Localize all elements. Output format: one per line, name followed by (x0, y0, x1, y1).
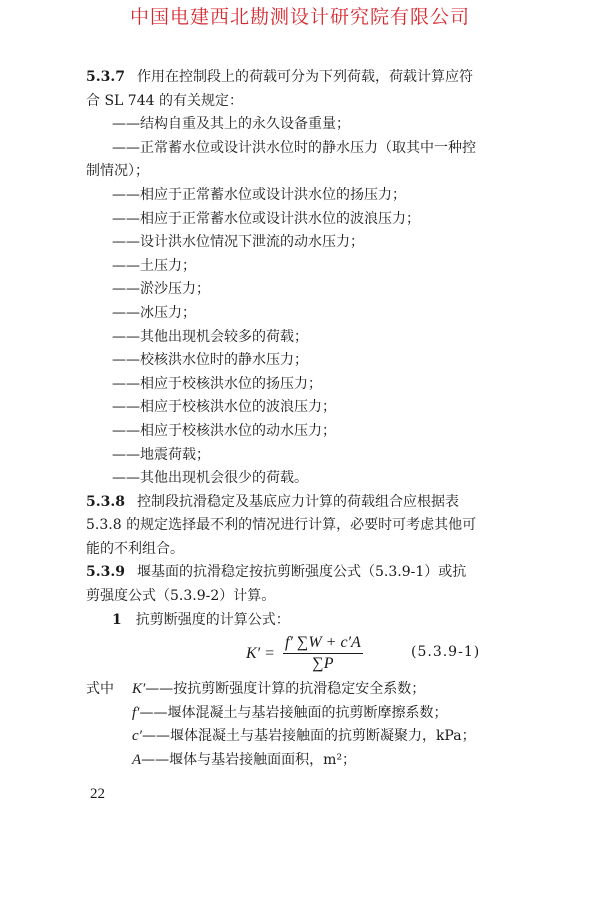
clause-5-3-9 (86, 561, 528, 585)
load-item-continued: 制情况）； (86, 163, 149, 180)
load-item: ——淤沙压力； (112, 281, 210, 298)
formula-lhs: K′ = (246, 644, 275, 662)
clause-text-continued: 合 SL 744 的有关规定： (86, 92, 243, 109)
definition-row (86, 678, 528, 702)
definition-text: ——按抗剪断强度计算的抗滑稳定安全系数； (145, 681, 426, 698)
definition-symbol: K′ (132, 681, 146, 698)
symbol-definitions (86, 678, 528, 772)
load-item: ——正常蓄水位或设计洪水位时的静水压力（取其中一种控 (112, 139, 476, 156)
definition-text: ——堰体与基岩接触面面积，m²； (141, 752, 357, 769)
page-number: 22 (90, 786, 105, 802)
formula-numerator: f′ ∑W + c′A (283, 634, 363, 654)
sub-clause-number: 1 (112, 611, 122, 628)
load-item: ——相应于校核洪水位的波浪压力； (112, 399, 336, 416)
clause-text: 作用在控制段上的荷载可分为下列荷载，荷载计算应符 (136, 69, 473, 85)
clause-5-3-8 (86, 491, 528, 515)
formula-fraction (283, 634, 363, 673)
load-item: ——设计洪水位情况下泄流的动水压力； (112, 234, 364, 251)
sub-clause-1 (86, 609, 528, 633)
definition-text: ——堰体混凝土与基岩接触面的抗剪断凝聚力，kPa； (141, 728, 476, 745)
definition-symbol: A (132, 752, 142, 769)
definition-text: ——堰体混凝土与基岩接触面的抗剪断摩擦系数； (139, 704, 448, 721)
definition-symbol: c′ (132, 728, 142, 745)
clause-number: 5.3.7 (86, 69, 125, 85)
definition-row (86, 749, 528, 773)
clause-number: 5.3.9 (86, 564, 125, 581)
load-item: ——相应于校核洪水位的动水压力； (112, 422, 336, 439)
watermark-header: 中国电建西北勘测设计研究院有限公司 (129, 6, 470, 28)
load-item: ——土压力； (112, 257, 196, 274)
formula-denominator: ∑P (312, 655, 334, 673)
load-item: ——校核洪水位时的静水压力； (112, 352, 308, 369)
clause-text-continued: 剪强度公式（5.3.9-2）计算。 (86, 588, 276, 605)
definition-row (86, 725, 528, 749)
clause-5-3-7 (86, 66, 528, 90)
load-item: ——相应于正常蓄水位或设计洪水位的波浪压力； (112, 210, 420, 227)
clause-text-continued: 能的不利组合。 (86, 540, 184, 557)
load-item: ——相应于校核洪水位的扬压力； (112, 375, 322, 392)
equation-number: (5.3.9-1) (411, 644, 481, 661)
clause-text: 堰基面的抗滑稳定按抗剪断强度公式（5.3.9-1）或抗 (136, 564, 467, 581)
load-item: ——地震荷载； (112, 446, 210, 463)
load-item: ——其他出现机会很少的荷载。 (112, 470, 308, 487)
clause-text: 控制段抗滑稳定及基底应力计算的荷载组合应根据表 (136, 493, 459, 510)
shear-fracture-formula (246, 634, 363, 673)
load-item: ——冰压力； (112, 304, 196, 321)
clause-number: 5.3.8 (86, 493, 125, 510)
formula-block (86, 632, 528, 678)
document-body (86, 66, 528, 773)
clause-text-continued: 5.3.8 的规定选择最不利的情况进行计算，必要时可考虑其他可 (86, 517, 477, 534)
definition-prefix: 式中 (86, 681, 114, 698)
definition-symbol: f′ (132, 704, 140, 721)
load-item: ——结构自重及其上的永久设备重量； (112, 116, 350, 133)
sub-clause-text: 抗剪断强度的计算公式： (135, 611, 290, 628)
load-item: ——其他出现机会较多的荷载； (112, 328, 308, 345)
definition-row (86, 702, 528, 726)
load-item: ——相应于正常蓄水位或设计洪水位的扬压力； (112, 186, 406, 203)
